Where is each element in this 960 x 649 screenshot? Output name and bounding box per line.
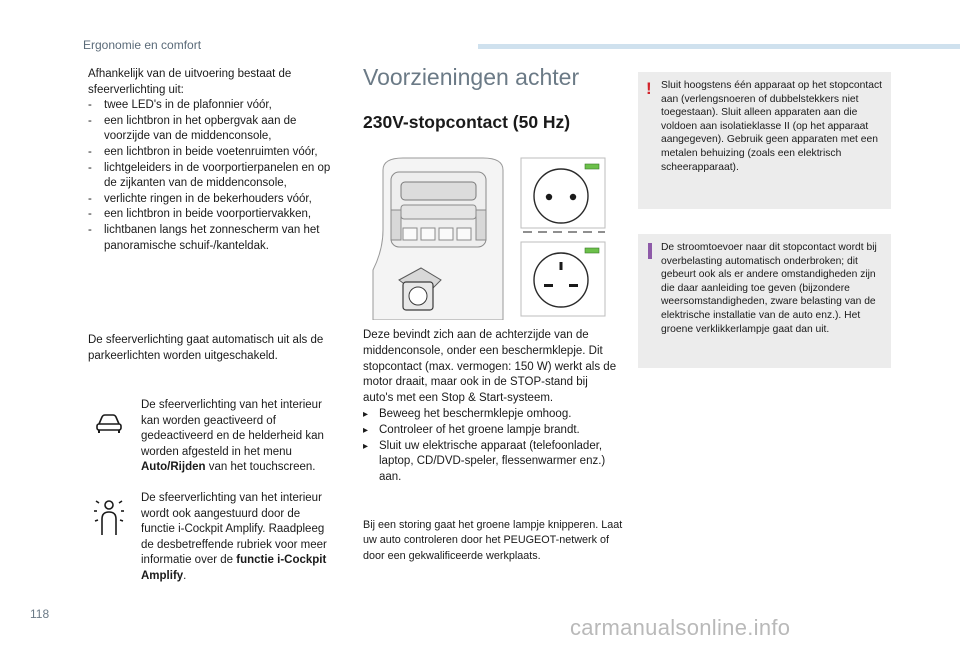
info-box <box>638 234 891 368</box>
list-item: - een lichtbron in het opbergvak aan de voorzijde van de middenconsole, <box>88 114 338 145</box>
person-icon <box>92 495 126 539</box>
exclamation-icon: ! <box>646 79 652 98</box>
socket-desc-text: Deze bevindt zich aan de achterzijde van de middenconsole, onder een beschermklepje. Dit stopcontact (max. vermogen: 150 W) werkt als de motor draait, maar ook in de STOP-stand bij auto's met een Stop & Start-systeem. <box>363 329 617 405</box>
intro-text: Afhankelijk van de uitvoering bestaat de sfeerverlichting uit: <box>88 68 292 96</box>
info-text: De stroomtoevoer naar dit stopcontact wordt bij overbelasting automatisch onderbroken; dit gebeurt ook als er andere omstandigheden zijn die daar aanleiding toe geven (bijzondere weersomstandigheden, zware belasting van de elektrische installatie van de auto enz.). Het groene verklikkerlampje gaat dan uit. <box>661 242 877 335</box>
list-item: ▸ Controleer of het groene lampje brandt. <box>363 423 618 439</box>
list-item: ▸ Sluit uw elektrische apparaat (telefoonlader, laptop, CD/DVD-speler, flessenwarmer enz.) aan. <box>363 439 618 486</box>
list-item: - twee LED's in de plafonnier vóór, <box>88 98 338 114</box>
car-icon <box>94 412 124 434</box>
fault-text: Bij een storing gaat het groene lampje knipperen. Laat uw auto controleren door het PEUGEOT-netwerk of door een gekwalificeerde werkplaats. <box>363 519 623 562</box>
list-item: - lichtbanen langs het zonnescherm van het panoramische schuif-/kanteldak. <box>88 223 338 254</box>
section-header: Ergonomie en comfort <box>83 38 202 52</box>
warning-text: Sluit hoogstens één apparaat op het stopcontact aan (verlengsnoeren of dubbelstekkers niet toegestaan). Sluit alleen apparaten aan die voldoen aan isolatieklasse II (op het apparaat aangegeven). Gebruik geen apparaten met een metalen behuizing (zoals een elektrisch scheerapparaat). <box>661 80 882 173</box>
list-item: ▸ Beweeg het beschermklepje omhoog. <box>363 407 618 423</box>
flat-pin-socket <box>521 242 605 316</box>
socket-description <box>363 328 618 486</box>
list-item: - een lichtbron in beide voorportiervakken, <box>88 207 338 223</box>
socket-subtitle: 230V-stopcontact (50 Hz) <box>363 112 571 132</box>
watermark: carmanualsonline.info <box>570 615 791 640</box>
left-column <box>88 67 338 254</box>
info-bar-icon <box>648 243 652 259</box>
i-cockpit-note: De sfeerverlichting van het interieur wordt ook aangestuurd door de functie i-Cockpit Amplify. Raadpleeg de desbetreffende rubriek voor meer informatie over de functie i-Cockpit Amplify. <box>141 492 327 582</box>
header-bar <box>478 44 960 49</box>
lighting-list <box>88 98 338 254</box>
page-number: 118 <box>30 607 50 621</box>
steps-list <box>363 407 618 486</box>
warning-box <box>638 72 891 209</box>
list-item: - een lichtbron in beide voetenruimten vóór, <box>88 145 338 161</box>
list-item: - lichtgeleiders in de voorportierpanelen en op de zijkanten van de middenconsole, <box>88 161 338 192</box>
section-title: Voorzieningen achter <box>363 64 580 90</box>
socket-illustration <box>363 150 608 320</box>
list-item: - verlichte ringen in de bekerhouders vóór, <box>88 192 338 208</box>
ambient-menu-note: De sfeerverlichting van het interieur kan worden geactiveerd of gedeactiveerd en de helderheid kan worden afgesteld in het menu Auto/Rijden van het touchscreen. <box>141 399 324 474</box>
auto-off-text: De sfeerverlichting gaat automatisch uit als de parkeerlichten worden uitgeschakeld. <box>88 334 324 362</box>
round-pin-socket <box>521 158 605 228</box>
